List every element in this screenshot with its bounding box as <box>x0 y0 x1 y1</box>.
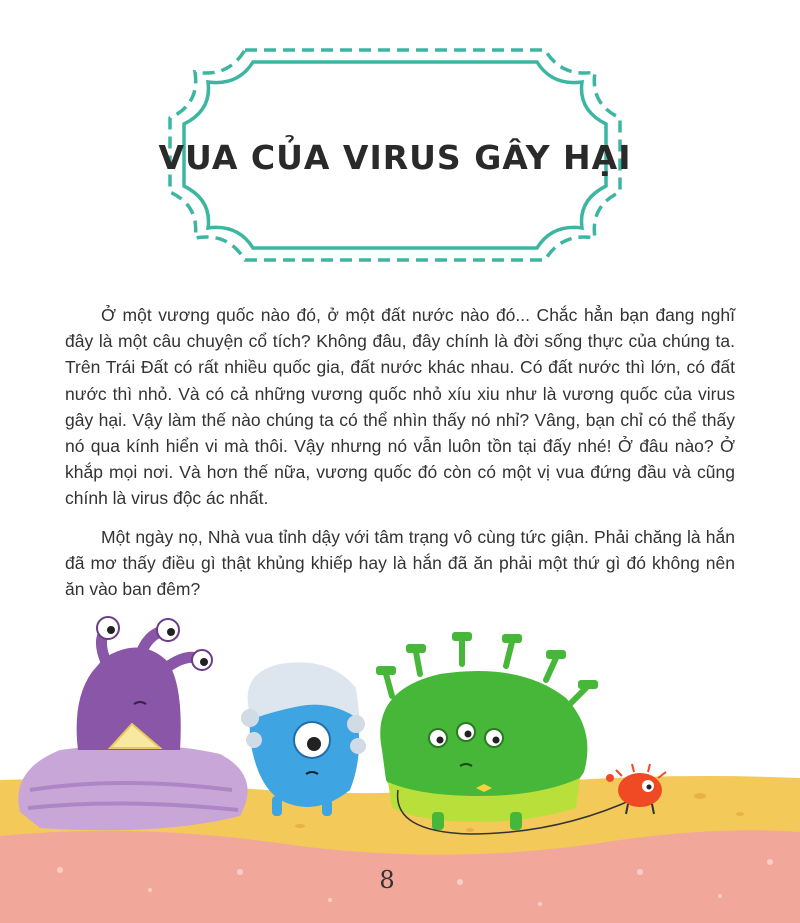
story-text <box>65 302 735 614</box>
paragraph-1: Ở một vương quốc nào đó, ở một đất nước nào đó... Chắc hẳn bạn đang nghĩ đây là một câu chuyện cổ tích? Không đâu, đây chính là đời sống thực của chúng ta. Trên Trái Đất có rất nhiều quốc gia, đất nước khác nhau. Có đất nước thì lớn, có đất nước thì nhỏ. Và có cả những vương quốc nhỏ xíu xiu như là vương quốc của virus gây hại. Vậy làm thế nào chúng ta có thể nhìn thấy nó nhỉ? Vâng, bạn chỉ có thể thấy nó qua kính hiển vi mà thôi. Vậy nhưng nó vẫn luôn tồn tại đấy nhé! Ở đâu nào? Ở khắp mọi nơi. Và hơn thế nữa, vương quốc đó còn có một vị vua đứng đầu và cũng chính là virus độc ác nhất. <box>65 305 735 509</box>
green-virus-king <box>376 632 598 830</box>
chapter-title: VUA CỦA VIRUS GÂY HẠI <box>158 138 632 177</box>
purple-creature <box>18 617 247 830</box>
page-number: 8 <box>379 866 395 894</box>
paragraph-2: Một ngày nọ, Nhà vua tỉnh dậy với tâm trạng vô cùng tức giận. Phải chăng là hắn đã mơ thấy điều gì thật khủng khiếp hay là hắn đã ăn phải một thứ gì đó không nên ăn vào ban đêm? <box>65 526 735 600</box>
